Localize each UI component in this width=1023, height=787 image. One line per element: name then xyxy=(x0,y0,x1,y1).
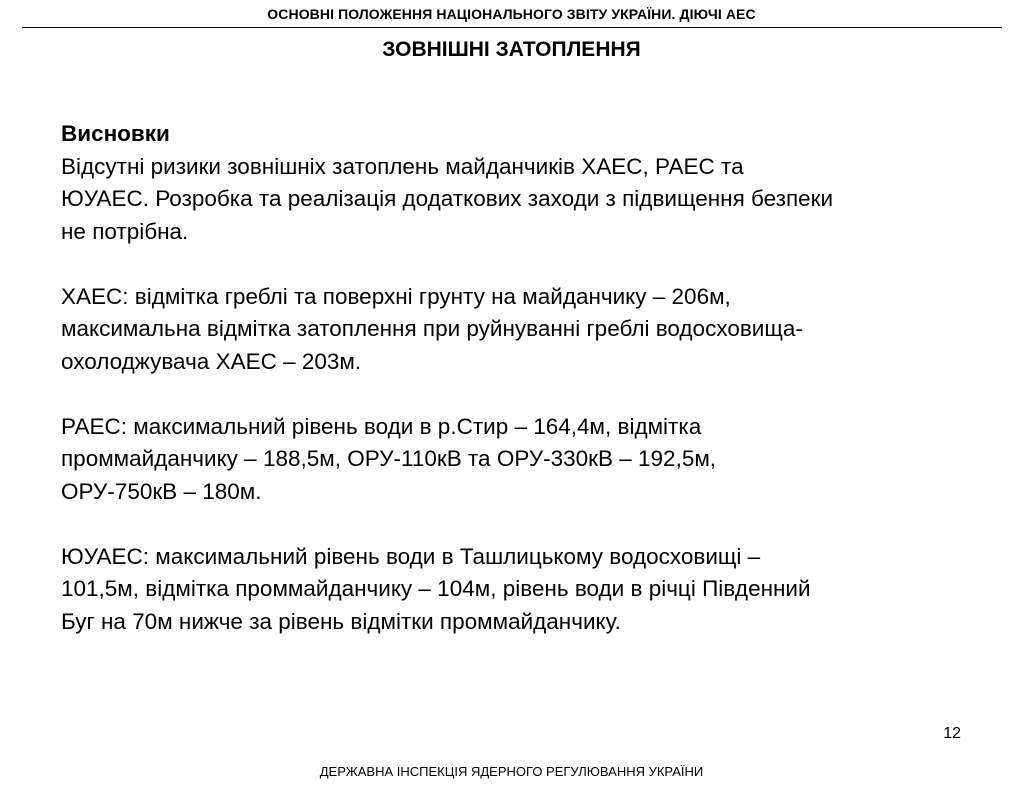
khaes-line: максимальна відмітка затоплення при руйнуванні греблі водосховища- xyxy=(61,316,803,341)
slide-body xyxy=(61,118,1011,638)
paragraph-gap xyxy=(61,248,1011,281)
conclusions-line: Відсутні ризики зовнішніх затоплень майданчиків ХАЕС, РАЕС та xyxy=(61,153,744,179)
slide-title: ЗОВНІШНІ ЗАТОПЛЕННЯ xyxy=(382,38,641,61)
yuaes-line: ЮУАЕС: максимальний рівень води в Ташлицькому водосховищі – xyxy=(61,543,761,569)
raes-section xyxy=(61,411,1011,509)
header-divider xyxy=(22,27,1002,28)
report-header-title: ОСНОВНІ ПОЛОЖЕННЯ НАЦІОНАЛЬНОГО ЗВІТУ УКРАЇНИ. ДІЮЧІ АЕС xyxy=(267,6,756,22)
conclusions-line: не потрібна. xyxy=(61,218,189,244)
khaes-line: ХАЕС: відмітка греблі та поверхні грунту на майданчику – 206м, xyxy=(61,283,731,309)
raes-line: РАЕС: максимальний рівень води в р.Стир – 164,4м, відмітка xyxy=(61,413,702,439)
raes-line: ОРУ-750кВ – 180м. xyxy=(61,478,262,504)
conclusions-line: ЮУАЕС. Розробка та реалізація додаткових заходи з підвищення безпеки xyxy=(61,186,834,211)
khaes-line: охолоджувача ХАЕС – 203м. xyxy=(61,348,362,374)
yuaes-line: Буг на 70м нижче за рівень відмітки проммайданчику. xyxy=(61,608,621,634)
page-number: 12 xyxy=(943,725,961,742)
conclusions-heading: Висновки xyxy=(61,121,170,146)
paragraph-gap xyxy=(61,508,1011,541)
paragraph-gap xyxy=(61,378,1011,411)
footer-organization: ДЕРЖАВНА ІНСПЕКЦІЯ ЯДЕРНОГО РЕГУЛЮВАННЯ УКРАЇНИ xyxy=(319,764,704,779)
raes-line: проммайданчику – 188,5м, ОРУ-110кВ та ОРУ-330кВ – 192,5м, xyxy=(61,446,717,471)
yuaes-section xyxy=(61,541,1011,639)
yuaes-line: 101,5м, відмітка проммайданчику – 104м, рівень води в річці Південний xyxy=(61,576,811,601)
conclusions-section xyxy=(61,118,1011,248)
khaes-section xyxy=(61,281,1011,379)
